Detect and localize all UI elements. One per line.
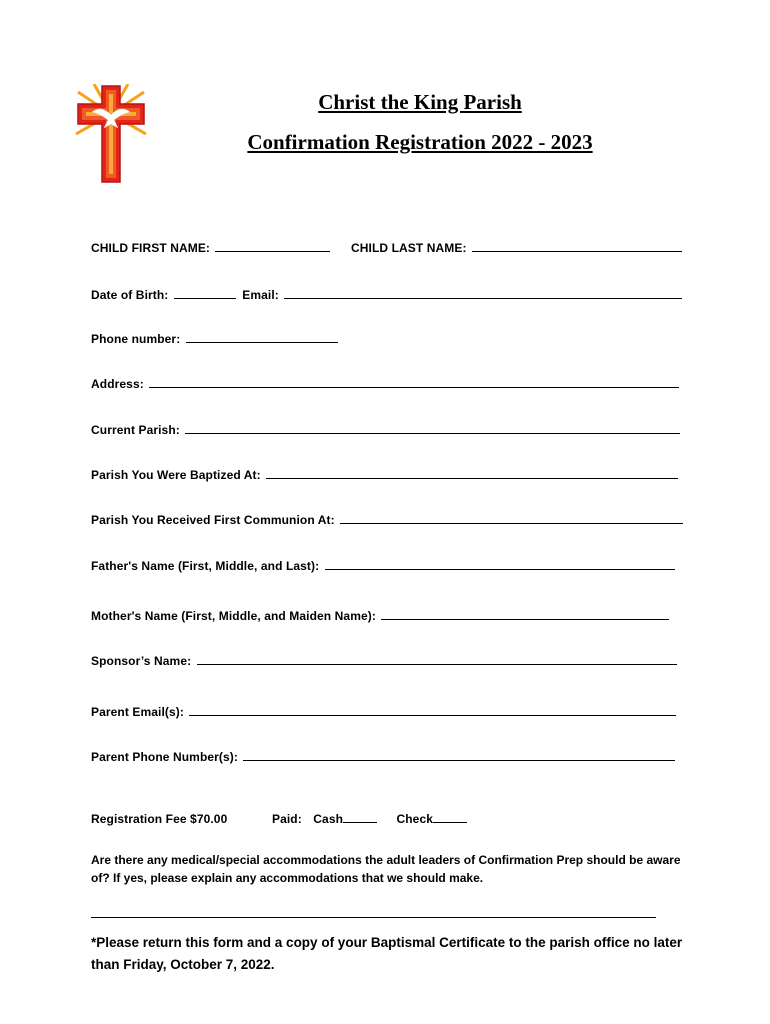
- sponsors-name-row: [91, 654, 677, 668]
- child-name-row: [91, 241, 330, 255]
- mothers-name-label: Mother's Name (First, Middle, and Maiden Name):: [91, 609, 376, 623]
- address-row: [91, 377, 679, 391]
- phone-row: [91, 332, 338, 346]
- parish-communion-field[interactable]: [340, 513, 683, 524]
- email-label: Email:: [242, 288, 279, 302]
- parish-baptized-field[interactable]: [266, 468, 678, 479]
- sponsors-name-label: Sponsor’s Name:: [91, 654, 192, 668]
- mothers-name-row: [91, 609, 669, 623]
- registration-fee-label: [91, 812, 227, 826]
- medical-answer-field[interactable]: [91, 917, 656, 918]
- dob-email-row: [91, 288, 682, 302]
- page-subtitle: Confirmation Registration 2022 - 2023: [247, 130, 593, 154]
- parish-baptized-row: [91, 468, 678, 482]
- address-field[interactable]: [149, 377, 679, 388]
- phone-number-field[interactable]: [186, 332, 338, 343]
- child-last-name-field[interactable]: [472, 241, 682, 252]
- parish-communion-row: [91, 513, 683, 527]
- return-note: *Please return this form and a copy of your Baptismal Certificate to the parish office no later than Friday, October 7, 2022.: [91, 935, 683, 972]
- child-last-name-row: [351, 241, 682, 255]
- check-field[interactable]: [433, 812, 467, 823]
- parent-emails-field[interactable]: [189, 705, 676, 716]
- cash-label: Cash: [313, 812, 344, 826]
- page-title: Christ the King Parish: [318, 90, 522, 114]
- child-last-name-label: CHILD LAST NAME:: [351, 241, 467, 255]
- paid-row: [272, 812, 467, 826]
- check-label: Check: [396, 812, 433, 826]
- current-parish-label: Current Parish:: [91, 423, 180, 437]
- child-first-name-field[interactable]: [215, 241, 330, 252]
- parent-emails-row: [91, 705, 676, 719]
- mothers-name-field[interactable]: [381, 609, 669, 620]
- parish-communion-label: Parish You Received First Communion At:: [91, 513, 335, 527]
- cash-field[interactable]: [343, 812, 377, 823]
- email-field[interactable]: [284, 288, 682, 299]
- current-parish-field[interactable]: [185, 423, 680, 434]
- fathers-name-label: Father's Name (First, Middle, and Last):: [91, 559, 320, 573]
- phone-number-label: Phone number:: [91, 332, 181, 346]
- parent-phones-field[interactable]: [243, 750, 675, 761]
- parent-phones-row: [91, 750, 675, 764]
- child-first-name-label: CHILD FIRST NAME:: [91, 241, 211, 255]
- address-label: Address:: [91, 377, 144, 391]
- fee-text: Registration Fee $70.00: [91, 812, 228, 826]
- date-of-birth-label: Date of Birth:: [91, 288, 169, 302]
- fathers-name-field[interactable]: [325, 559, 675, 570]
- fathers-name-row: [91, 559, 675, 573]
- parent-emails-label: Parent Email(s):: [91, 705, 184, 719]
- parent-phones-label: Parent Phone Number(s):: [91, 750, 238, 764]
- current-parish-row: [91, 423, 680, 437]
- medical-note: Are there any medical/special accommodations the adult leaders of Confirmation Prep should be aware of? If yes, please explain any accommodations that we should make.: [91, 853, 681, 885]
- paid-label: Paid:: [272, 812, 302, 826]
- parish-baptized-label: Parish You Were Baptized At:: [91, 468, 261, 482]
- date-of-birth-field[interactable]: [174, 288, 236, 299]
- sponsors-name-field[interactable]: [197, 654, 677, 665]
